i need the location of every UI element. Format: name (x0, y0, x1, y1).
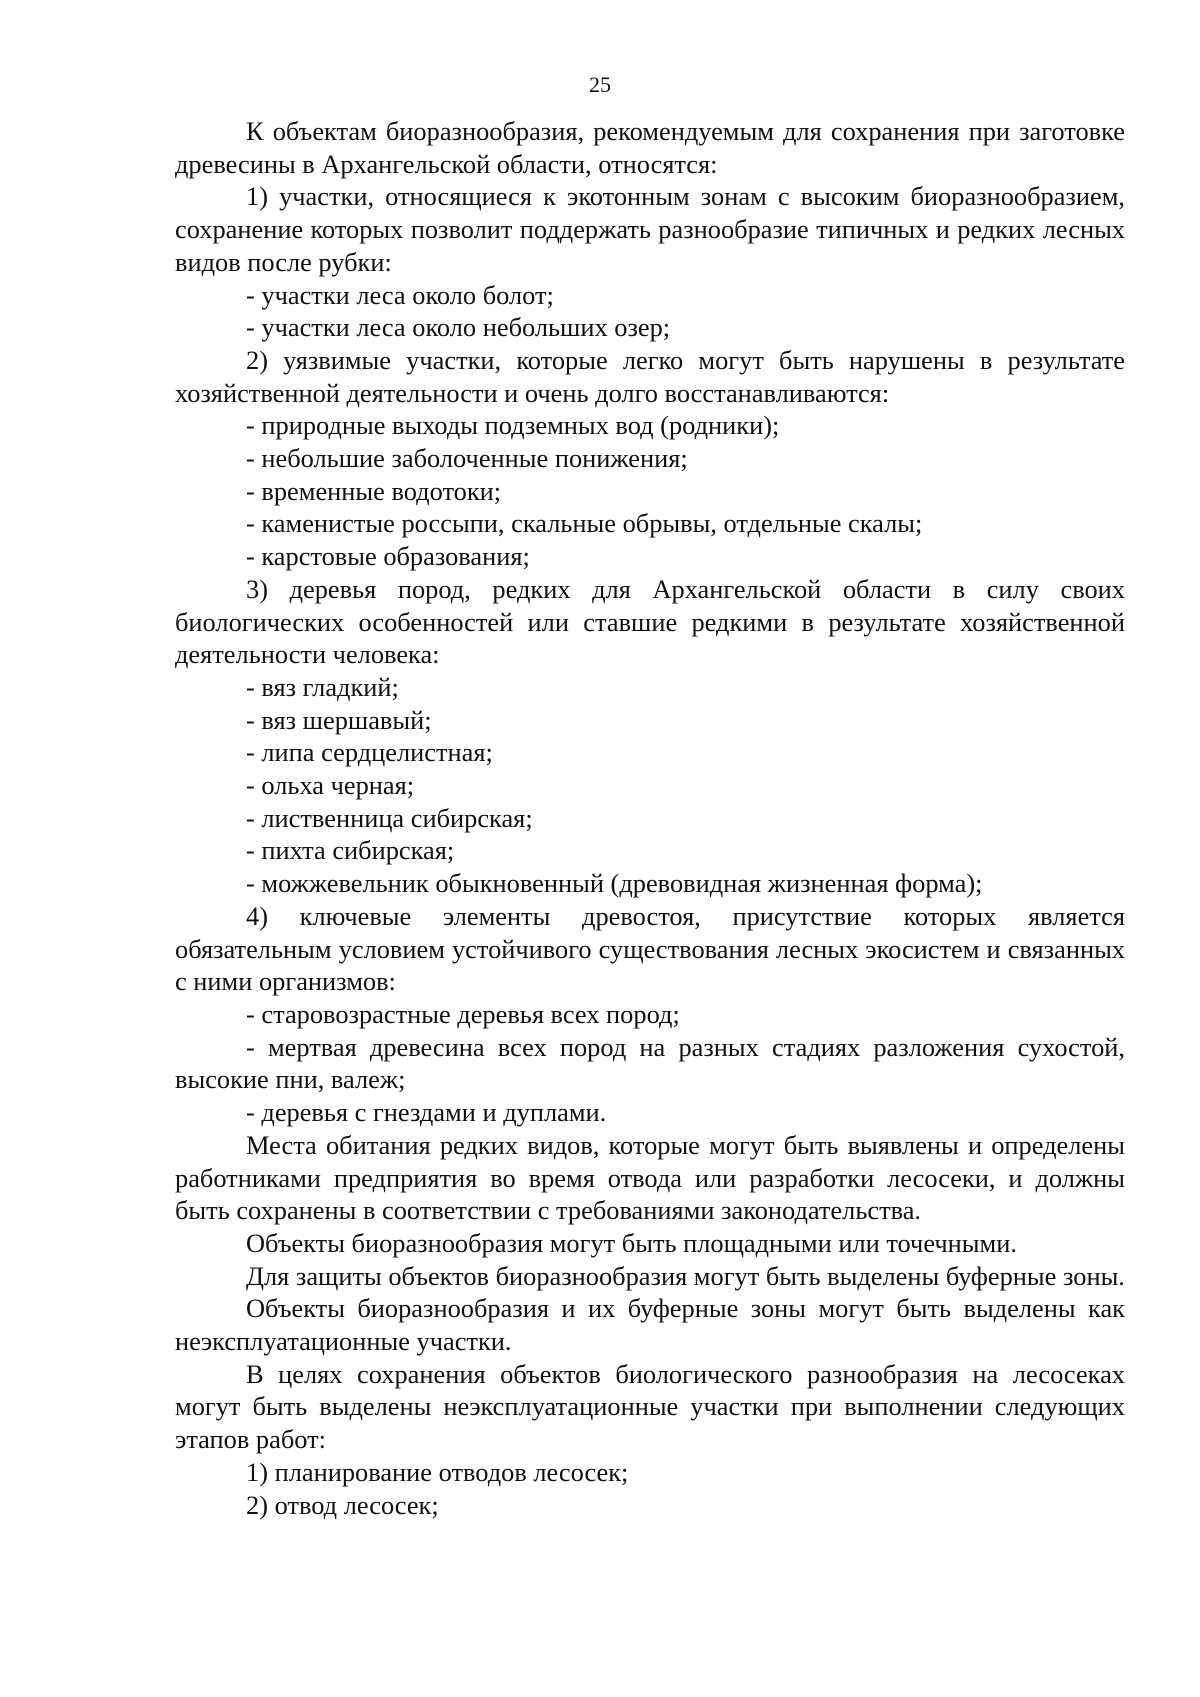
bullet-item: - деревья с гнездами и дуплами. (246, 1097, 607, 1128)
list-item-4-key-stand-elements: 4) ключевые элементы древостоя, присутствие которых является обязательным условием устойчивого существования лесных экосистем и связанных с ними организмов: (175, 900, 1125, 997)
stage-item: 2) отвод лесосек; (246, 1489, 439, 1520)
bullet-item: - липа сердцелистная; (246, 737, 493, 768)
bullet-item: - ольха черная; (246, 770, 415, 801)
bullet-item: - карстовые образования; (246, 541, 530, 572)
paragraph-object-types: Объекты биоразнообразия могут быть площадными или точечными. (246, 1227, 1017, 1258)
bullet-item: - временные водотоки; (246, 475, 502, 506)
bullet-item-dead-wood: - мертвая древесина всех пород на разных стадиях разложения сухостой, высокие пни, валеж; (175, 1031, 1125, 1095)
paragraph-non-operational-areas: Объекты биоразнообразия и их буферные зоны могут быть выделены как неэксплуатационные участки. (175, 1293, 1125, 1357)
list-item-1-ecotone-zones: 1) участки, относящиеся к экотонным зонам с высоким биоразнообразием, сохранение которых позволит поддержать разнообразие типичных и редких лесных видов после рубки: (175, 181, 1125, 277)
bullet-item: - участки леса около небольших озер; (246, 312, 671, 343)
stage-item: 1) планирование отводов лесосек; (246, 1456, 629, 1487)
bullet-item: - природные выходы подземных вод (родники); (246, 410, 780, 441)
bullet-item: - пихта сибирская; (246, 835, 455, 866)
bullet-item: - лиственница сибирская; (246, 802, 533, 833)
paragraph-intro: К объектам биоразнообразия, рекомендуемым для сохранения при заготовке древесины в Архангельской области, относятся: (175, 116, 1125, 179)
document-body (175, 115, 1125, 1521)
paragraph-work-stages: В целях сохранения объектов биологического разнообразия на лесосеках могут быть выделены неэксплуатационные участки при выполнении следующих этапов работ: (175, 1358, 1125, 1455)
bullet-item: - участки леса около болот; (246, 279, 554, 310)
bullet-item: - вяз шершавый; (246, 704, 432, 735)
list-item-2-vulnerable-areas: 2) уязвимые участки, которые легко могут быть нарушены в результате хозяйственной деятельности и очень долго восстанавливаются: (175, 344, 1125, 408)
paragraph-rare-species-habitats: Места обитания редких видов, которые могут быть выявлены и определены работниками предприятия во время отвода или разработки лесосеки, и должны быть сохранены в соответствии с требованиями законодательства. (175, 1129, 1125, 1226)
list-item-3-rare-trees: 3) деревья пород, редких для Архангельской области в силу своих биологических особенностей или ставшие редкими в результате хозяйственной деятельности человека: (175, 573, 1125, 670)
bullet-item: - можжевельник обыкновенный (древовидная жизненная форма); (246, 868, 983, 899)
page-number: 25 (589, 72, 611, 97)
bullet-item: - небольшие заболоченные понижения; (246, 443, 688, 474)
paragraph-buffer-zones: Для защиты объектов биоразнообразия могут быть выделены буферные зоны. (246, 1260, 1125, 1291)
bullet-item: - старовозрастные деревья всех пород; (246, 998, 680, 1029)
bullet-item: - вяз гладкий; (246, 671, 399, 702)
bullet-item: - каменистые россыпи, скальные обрывы, отдельные скалы; (246, 508, 923, 539)
